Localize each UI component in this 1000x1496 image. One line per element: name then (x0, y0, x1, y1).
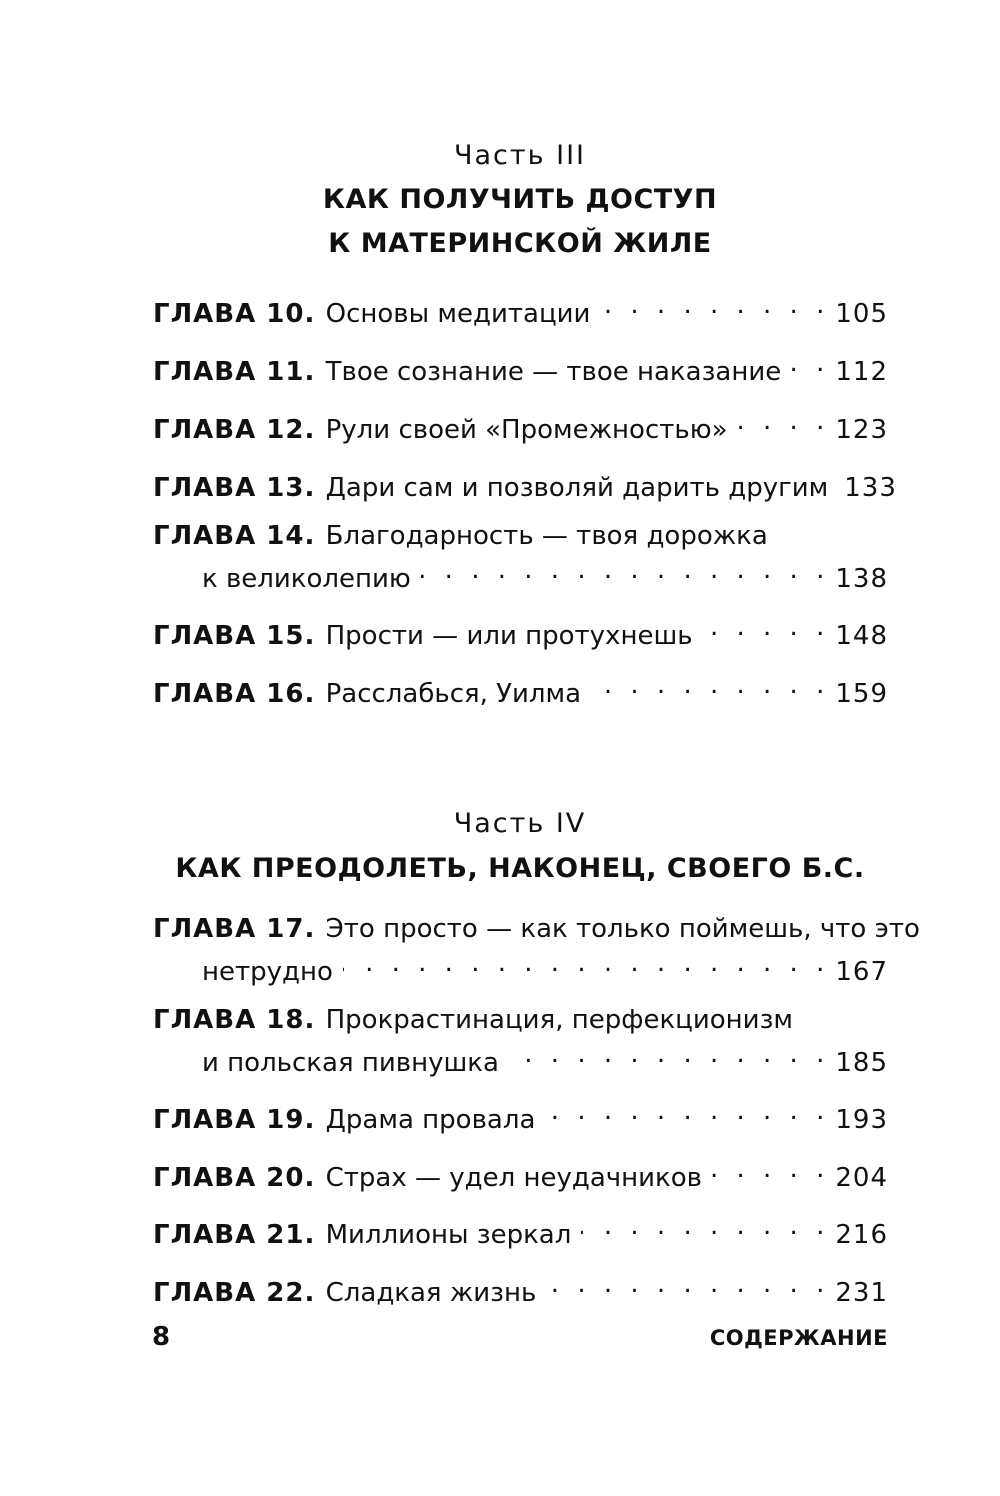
chapter-number: ГЛАВА 19. (153, 1105, 316, 1135)
chapter-title: Это просто — как только поймешь, что это (325, 914, 920, 944)
chapter-number: ГЛАВА 22. (153, 1278, 316, 1308)
page-number: 138 (835, 564, 888, 594)
page-number: 167 (835, 957, 888, 987)
page-number: 123 (835, 415, 888, 445)
chapter-title-continuation: и польская пивнушка (202, 1048, 499, 1078)
dot-leader (343, 946, 829, 980)
dot-leader (738, 404, 830, 438)
dot-leader (600, 288, 829, 322)
footer-page-number: 8 (152, 1322, 171, 1352)
page-number: 112 (835, 357, 888, 387)
chapter-title: Твое сознание — твое наказание (325, 357, 782, 387)
footer-section-title: СОДЕРЖАНИЕ (709, 1326, 888, 1350)
toc-entry-chapter-19[interactable] (153, 1094, 888, 1137)
dot-leader (591, 668, 829, 702)
chapter-title: Основы медитации (325, 299, 591, 329)
toc-entry-chapter-21[interactable] (153, 1209, 888, 1252)
chapter-title: Страх — удел неудачников (325, 1163, 702, 1193)
page-number: 231 (835, 1278, 888, 1308)
chapter-number: ГЛАВА 14. (153, 521, 316, 551)
chapter-title: Дари сам и позволяй дарить другим (325, 473, 829, 503)
toc-entry-chapter-14[interactable] (153, 519, 888, 596)
dot-leader (712, 1152, 829, 1186)
chapter-title: Прокрастинация, перфекционизм (325, 1005, 794, 1035)
dot-leader (546, 1267, 829, 1301)
page-number: 133 (844, 473, 897, 503)
chapter-title: Рули своей «Промежностью» (325, 415, 728, 445)
toc-entry-chapter-18[interactable] (153, 1003, 888, 1080)
chapter-title: Прости — или протухнешь (325, 621, 693, 651)
chapter-number: ГЛАВА 10. (153, 299, 316, 329)
part-3-label: Часть III (453, 140, 586, 171)
dot-leader (545, 1094, 829, 1128)
chapter-number: ГЛАВА 17. (153, 914, 316, 944)
chapter-title: Миллионы зеркал (325, 1220, 572, 1250)
chapter-title: Благодарность — твоя дорожка (325, 521, 768, 551)
toc-entry-chapter-11[interactable] (153, 346, 888, 389)
dot-leader (421, 553, 830, 587)
chapter-title: Расслабься, Уилма (325, 679, 582, 709)
chapter-number: ГЛАВА 13. (153, 473, 316, 503)
part-3-title-line-1: КАК ПОЛУЧИТЬ ДОСТУП (322, 184, 718, 215)
dot-leader (703, 610, 830, 644)
page-number: 159 (835, 679, 888, 709)
chapter-number: ГЛАВА 18. (153, 1005, 316, 1035)
part-4-title: КАК ПРЕОДОЛЕТЬ, НАКОНЕЦ, СВОЕГО Б.С. (175, 853, 865, 884)
chapter-title-continuation: к великолепию (202, 564, 411, 594)
chapter-number: ГЛАВА 11. (153, 357, 316, 387)
toc-entry-chapter-13[interactable] (153, 462, 897, 505)
chapter-number: ГЛАВА 20. (153, 1163, 316, 1193)
toc-entry-chapter-12[interactable] (153, 404, 888, 447)
chapter-number: ГЛАВА 16. (153, 679, 316, 709)
toc-entry-chapter-15[interactable] (153, 610, 888, 653)
part-3-title-line-2: К МАТЕРИНСКОЙ ЖИЛЕ (328, 228, 712, 259)
page-number: 216 (835, 1220, 888, 1250)
part-4-label: Часть IV (453, 808, 587, 839)
chapter-number: ГЛАВА 12. (153, 415, 316, 445)
chapter-number: ГЛАВА 21. (153, 1220, 316, 1250)
toc-entry-chapter-22[interactable] (153, 1267, 888, 1310)
chapter-number: ГЛАВА 15. (153, 621, 316, 651)
chapter-title: Сладкая жизнь (325, 1278, 537, 1308)
toc-entry-chapter-16[interactable] (153, 668, 888, 711)
page-number: 185 (835, 1048, 888, 1078)
page-number: 105 (835, 299, 888, 329)
chapter-title-continuation: нетрудно (202, 957, 333, 987)
dot-leader (791, 346, 829, 380)
page-number: 204 (835, 1163, 888, 1193)
dot-leader (581, 1209, 829, 1243)
page-number: 148 (835, 621, 888, 651)
toc-entry-chapter-20[interactable] (153, 1152, 888, 1195)
chapter-title: Драма провала (325, 1105, 536, 1135)
toc-entry-chapter-17[interactable] (153, 912, 920, 989)
dot-leader (509, 1037, 829, 1071)
page-number: 193 (835, 1105, 888, 1135)
toc-entry-chapter-10[interactable] (153, 288, 888, 331)
